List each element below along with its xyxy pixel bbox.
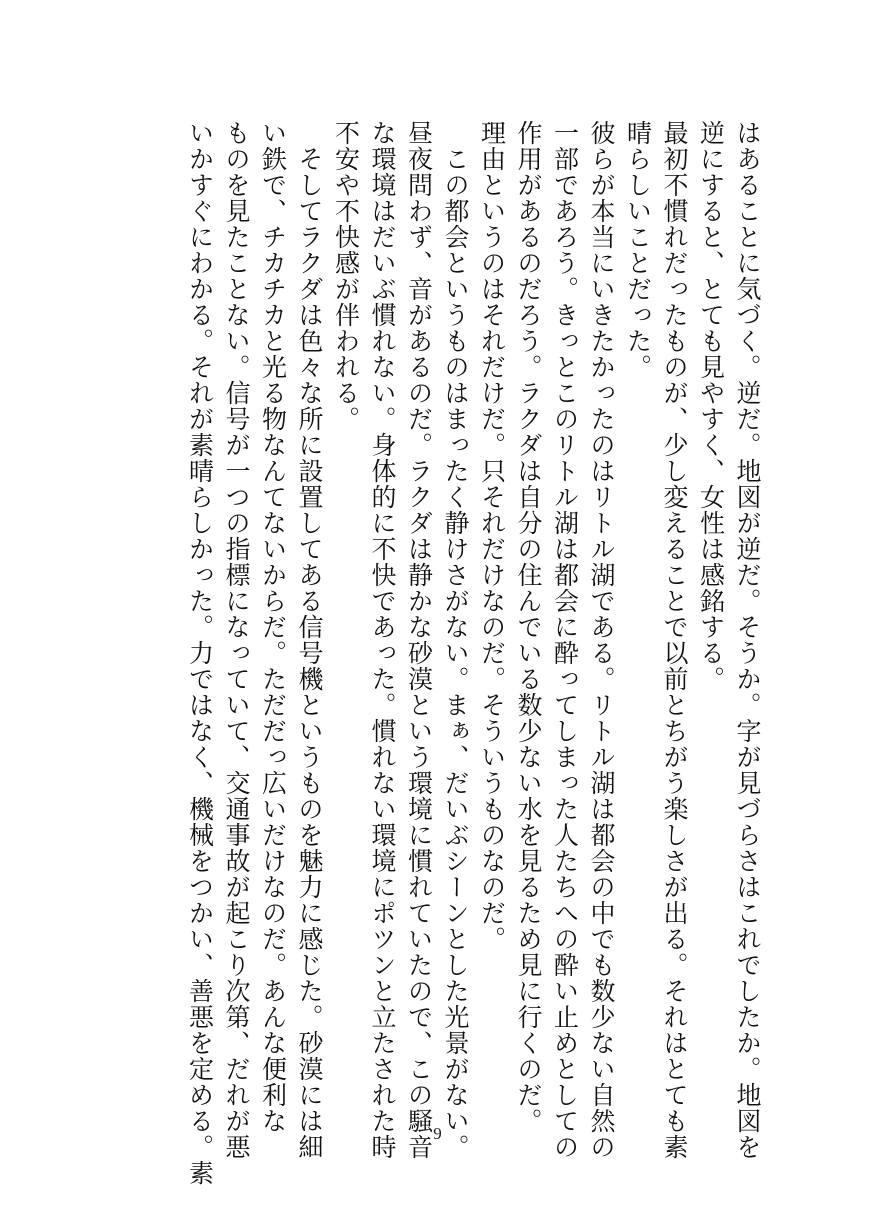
text-line: いかすぐにわかる。それが素晴らしかった。力ではなく、機械をつかい、善悪を定める。素 bbox=[185, 120, 215, 1186]
text-line: 不安や不快感が伴われる。 bbox=[331, 120, 361, 432]
text-line: 理由というのはそれだけだ。只それだけなのだ。そういうものなのだ。 bbox=[477, 120, 507, 952]
text-line: ものを見たことない。信号が一つの指標になっていて、交通事故が起こり次第、だれが悪 bbox=[222, 120, 251, 1160]
vertical-text-body bbox=[65, 120, 765, 1186]
text-line: はあることに気づく。逆だ。地図が逆だ。そうか。字が見づらさはこれでしたか。地図を bbox=[733, 120, 762, 1160]
text-line: そしてラクダは色々な所に設置してある信号機というものを魅力に感じた。砂漠には細 bbox=[295, 120, 324, 1160]
text-line: 逆にすると、とても見やすく、女性は感銘する。 bbox=[696, 120, 726, 692]
text-line: な環境はだいぶ慣れない。身体的に不快であった。慣れない環境にポツンと立たされた時 bbox=[368, 120, 397, 1160]
text-line: 昼夜問わず、音があるのだ。ラクダは静かな砂漠という環境に慣れていたので、この騒音 bbox=[404, 120, 434, 1160]
text-line: 作用があるのだろう。ラクダは自分の住んでいる数少ない水を見るため見に行くのだ。 bbox=[514, 120, 543, 1134]
text-line: 一部であろう。きっとこのリトル湖は都会に酔ってしまった人たちへの酔い止めとしての bbox=[550, 120, 580, 1160]
text-line: 晴らしいことだった。 bbox=[623, 120, 653, 380]
text-line: い鉄で、チカチカと光る物なんてないからだ。ただだっ広いだけなのだ。あんな便利な bbox=[258, 120, 288, 1134]
text-line: 彼らが本当にいきたかったのはリトル湖である。リトル湖は都会の中でも数少ない自然の bbox=[587, 120, 616, 1160]
page-number: 9 bbox=[433, 1124, 442, 1143]
text-line: 最初不慣れだったものが、少し変えることで以前とちがう楽しさが出る。それはとても素 bbox=[660, 120, 689, 1160]
text-line: この都会というものはまったく静けさがない。まぁ、だいぶシーンとした光景がない。 bbox=[441, 120, 470, 1160]
